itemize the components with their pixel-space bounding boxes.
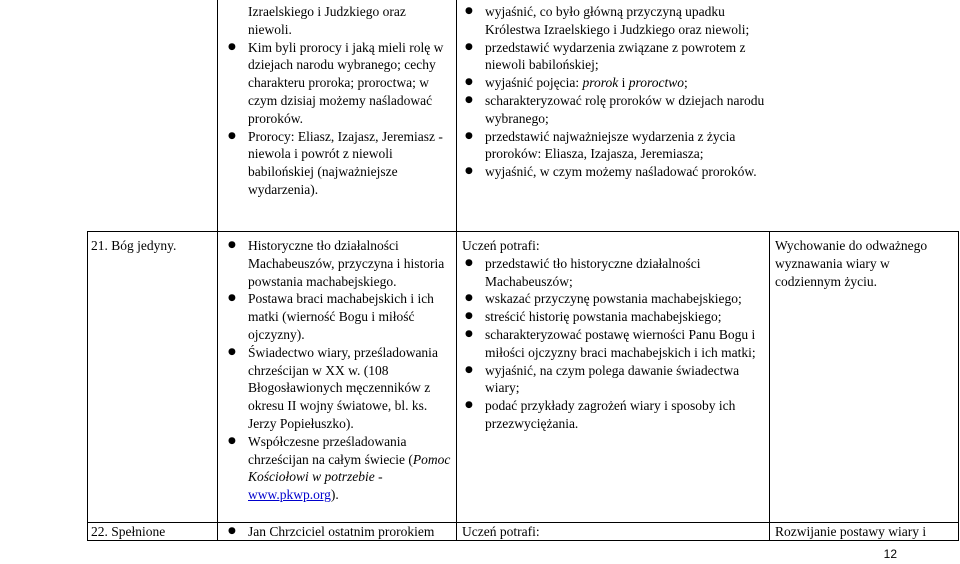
list-item: ● streścić historię powstania machabejskiego;: [462, 308, 766, 326]
row0-content-cell: [225, 3, 453, 199]
row2-goals-cell: [462, 523, 766, 541]
row1-goals-cell: [462, 237, 766, 433]
list-item: [462, 74, 766, 92]
list-item: ● Kim byli prorocy i jaką mieli rolę w dziejach narodu wybranego; cechy charakteru proroka; proroctwa; w czym dzisiaj możemy naśladować proroków.: [225, 39, 453, 128]
separator: -: [374, 469, 383, 485]
organization-name: Pomoc Kościołowi w potrzebie: [248, 451, 451, 485]
col-divider-1: [87, 231, 88, 541]
list-item: ● Historyczne tło działalności Machabeuszów, przyczyna i historia powstania machabejskiego.: [225, 237, 453, 290]
list-item: ● wyjaśnić, co było główną przyczyną upadku Królestwa Izraelskiego i Judzkiego oraz niewoli;: [462, 3, 766, 39]
item-text: Współczesne prześladowania chrześcijan na całym świecie (: [248, 433, 413, 467]
topic-title: 22. Spełnione: [91, 524, 166, 539]
item-end: ;: [684, 75, 688, 91]
row0-content-list: [225, 39, 453, 199]
list-item: ● wskazać przyczynę powstania machabejskiego;: [462, 290, 766, 308]
term-prorok: prorok: [582, 75, 619, 91]
education-text: Rozwijanie postawy wiary i: [775, 524, 927, 539]
list-item: ● wyjaśnić, w czym możemy naśladować proroków.: [462, 163, 766, 181]
row1-topic-cell: [91, 237, 215, 255]
item-text: wyjaśnić pojęcia:: [485, 75, 583, 91]
row1-education-cell: [775, 237, 957, 290]
list-item: ● przedstawić tło historyczne działalności Machabeuszów;: [462, 255, 766, 291]
list-item: ● Jan Chrzciciel ostatnim prorokiem: [225, 523, 455, 541]
list-item: ● scharakteryzować rolę proroków w dziejach narodu wybranego;: [462, 92, 766, 128]
education-text: Wychowanie do odważnego wyznawania wiary w codziennym życiu.: [775, 238, 928, 289]
pkwp-link[interactable]: www.pkwp.org: [248, 487, 331, 503]
row2-content-list: [225, 523, 455, 541]
conjunction: i: [618, 75, 629, 91]
item-end: ).: [330, 487, 339, 503]
row2-education-cell: [775, 523, 957, 541]
list-item: ● wyjaśnić, na czym polega dawanie świadectwa wiary;: [462, 362, 766, 398]
goals-heading: Uczeń potrafi:: [462, 238, 540, 253]
row1-content-list: [225, 237, 453, 504]
page-number: 12: [883, 547, 897, 561]
term-proroctwo: proroctwo: [628, 75, 684, 91]
row0-goals-list: [462, 3, 766, 181]
list-item: ● Prorocy: Eliasz, Izajasz, Jeremiasz - niewola i powrót z niewoli babilońskiej (najważniejsze wydarzenia).: [225, 128, 453, 199]
list-item: ● Świadectwo wiary, prześladowania chrześcijan w XX w. (108 Błogosławionych męczenników z okresu II wojny światowe, bl. ks. Jerzy Popiełuszko).: [225, 344, 453, 433]
list-item: ● przedstawić najważniejsze wydarzenia z życia proroków: Eliasza, Izajasza, Jeremiasza;: [462, 128, 766, 164]
list-item: ● przedstawić wydarzenia związane z powrotem z niewoli babilońskiej;: [462, 39, 766, 75]
list-item: [225, 433, 453, 504]
row1-content-cell: [225, 237, 453, 504]
col-divider-3: [456, 0, 457, 541]
topic-title: 21. Bóg jedyny.: [91, 238, 177, 253]
list-item: ● scharakteryzować postawę wierności Panu Bogu i miłości ojczyzny braci machabejskich i ich matki;: [462, 326, 766, 362]
col-divider-2: [217, 0, 218, 541]
row0-content-continued: Izraelskiego i Judzkiego oraz niewoli.: [248, 4, 406, 37]
col-divider-5: [958, 231, 959, 541]
col-divider-4: [769, 231, 770, 541]
row2-content-cell: [225, 523, 455, 541]
row0-goals-cell: [462, 3, 766, 181]
list-item: ● podać przykłady zagrożeń wiary i sposoby ich przezwyciężania.: [462, 397, 766, 433]
goals-heading: Uczeń potrafi:: [462, 524, 540, 539]
row1-goals-list: [462, 255, 766, 433]
row2-topic-cell: [91, 523, 215, 541]
list-item: ● Postawa braci machabejskich i ich matki (wierność Bogu i miłość ojczyzny).: [225, 290, 453, 343]
